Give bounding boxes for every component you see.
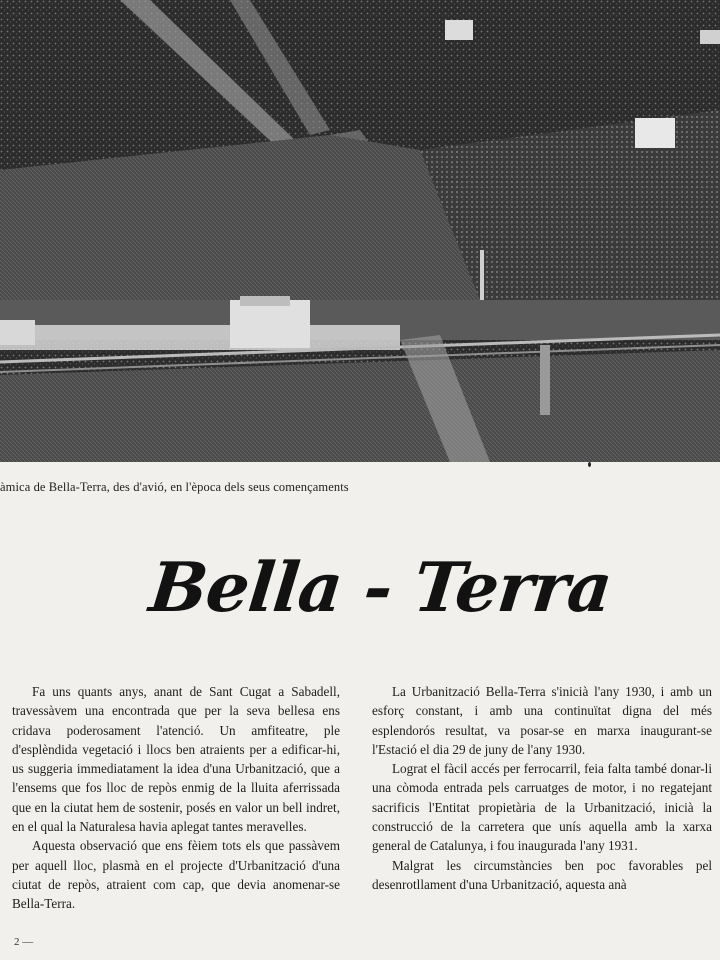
photo-caption: àmica de Bella-Terra, des d'avió, en l'època dels seus començaments — [0, 480, 349, 494]
right-column — [372, 682, 712, 894]
aerial-photo-icon — [0, 0, 720, 462]
article-title: Bella - Terra — [145, 548, 616, 628]
aerial-photo — [0, 0, 720, 462]
paragraph: Malgrat les circumstàncies ben poc favorables pel desenrotllament d'una Urbanització, aquesta anà — [372, 857, 712, 892]
left-column — [12, 682, 340, 914]
paragraph: Fa uns quants anys, anant de Sant Cugat a Sabadell, travessàvem una encontrada que per la seva bellesa ens cridava poderosament l'atenció. Un amfiteatre, ple d'esplèndida vegetació i llocs ben atraients per a edificar-hi, us suggeria immediatament la idea d'una Urbanització, que a l'ensems que fos lloc de repòs enmig de la lluita aferrissada que en la ciutat hem de sostenir, posés en valor un bell indret, en el qual la Naturalesa havia aplegat tantes meravelles. — [12, 684, 340, 835]
print-speck — [588, 462, 591, 467]
page-number: 2 — — [14, 936, 34, 948]
paragraph: La Urbanització Bella-Terra s'inicià l'any 1930, i amb un esforç constant, i amb una continuïtat digna del més esplendorós resultat, va posar-se en marxa inaugurant-se l'Estació el dia 29 de juny de l'any 1930. — [372, 684, 712, 757]
paragraph: Lograt el fàcil accés per ferrocarril, feia falta també donar-li una còmoda entrada pels carruatges de motor, i no regatejant sacrificis l'Entitat propietària de la Urbanització, inicià la construcció de la carretera que unís aquella amb la xarxa general de Catalunya, i fou inaugurada l'any 1931. — [372, 761, 712, 854]
paragraph: Aquesta observació que ens fèiem tots els que passàvem per aquell lloc, plasmà en el projecte d'Urbanització d'una ciutat de repòs, atraient com cap, que devia anomenar-se Bella-Terra. — [12, 838, 340, 912]
